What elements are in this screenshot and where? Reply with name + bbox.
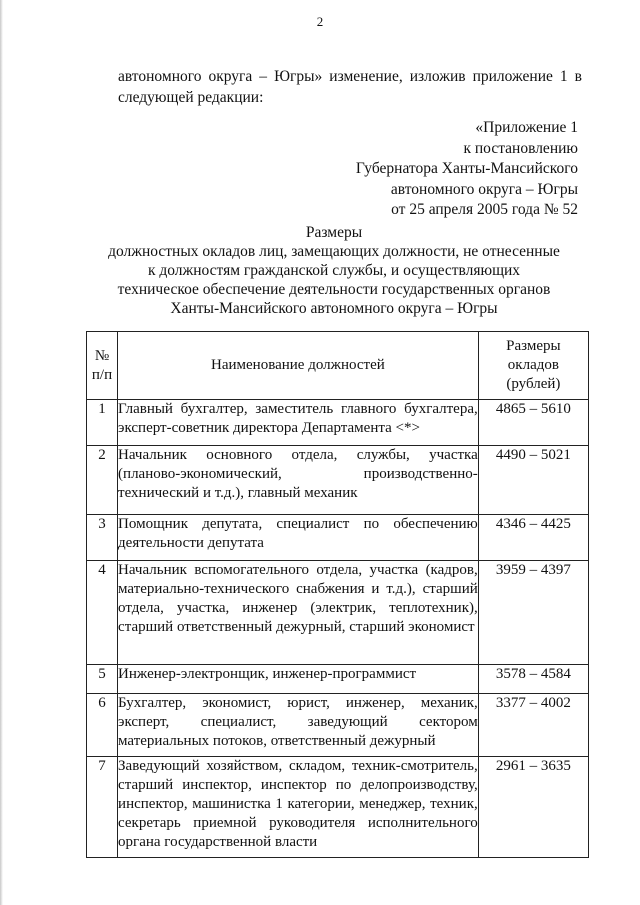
- header-salary-range: [478, 332, 588, 400]
- row-position: Начальник вспомогательного отдела, участка (кадров, материально-технического снабжения и т.д.), старший отдела, участка, инженер (электрик, теплотехник), старший ответственный дежурный, старший экономист: [118, 561, 479, 665]
- row-position: Бухгалтер, экономист, юрист, инженер, механик, эксперт, специалист, заведующий сектором материальных потоков, ответственный дежурный: [118, 694, 479, 757]
- row-position: Главный бухгалтер, заместитель главного бухгалтера, эксперт-советник директора Департамента <*>: [118, 400, 479, 446]
- header-number-line-2: п/п: [91, 366, 113, 383]
- row-position: Инженер-электронщик, инженер-программист: [118, 665, 479, 694]
- row-number: 4: [87, 561, 118, 665]
- intro-line-2: следующей редакции:: [118, 89, 264, 106]
- table-row: [87, 694, 589, 757]
- table-row: [87, 561, 589, 665]
- appendix-line-5: от 25 апреля 2005 года № 52: [391, 201, 578, 218]
- header-salary-line-2: окладов: [507, 357, 559, 373]
- title-line-3: к должностям гражданской службы, и осуществляющих: [147, 262, 521, 279]
- header-salary-line-1: Размеры: [506, 338, 561, 354]
- table-header-row: [87, 332, 589, 400]
- row-number: 3: [87, 515, 118, 561]
- header-number-line-1: №: [94, 347, 110, 364]
- appendix-line-3: Губернатора Ханты-Мансийского: [355, 160, 578, 177]
- title-line-1: Размеры: [305, 224, 363, 241]
- table-row: [87, 400, 589, 446]
- row-salary: 3578 – 4584: [478, 665, 588, 694]
- table-row: [87, 665, 589, 694]
- scan-edge-shadow: [0, 0, 3, 905]
- row-salary: 4865 – 5610: [478, 400, 588, 446]
- header-salary-line-3: (рублей): [506, 376, 561, 392]
- salary-table: [86, 331, 589, 858]
- table-row: [87, 446, 589, 515]
- title-line-2: должностных окладов лиц, замещающих должности, не отнесенные: [108, 243, 560, 260]
- row-salary: 3959 – 4397: [478, 561, 588, 665]
- intro-paragraph: [118, 66, 582, 108]
- row-number: 6: [87, 694, 118, 757]
- table-row: [87, 515, 589, 561]
- row-number: 2: [87, 446, 118, 515]
- appendix-line-4: автономного округа – Югры: [390, 180, 578, 198]
- row-position: Начальник основного отдела, службы, участка (планово-экономический, производственно-технический и т.д.), главный механик: [118, 446, 479, 515]
- row-position: Помощник депутата, специалист по обеспечению деятельности депутата: [118, 515, 479, 561]
- intro-line-1: автономного округа – Югры» изменение, изложив приложение 1 в: [118, 68, 582, 85]
- appendix-line-2: к постановлению: [463, 139, 578, 157]
- table-row: [87, 757, 589, 858]
- row-number: 7: [87, 757, 118, 858]
- row-number: 5: [87, 665, 118, 694]
- row-salary: 4490 – 5021: [478, 446, 588, 515]
- page-number: 2: [316, 14, 324, 29]
- row-position: Заведующий хозяйством, складом, техник-смотритель, старший инспектор, инспектор по делопроизводству, инспектор, машинистка 1 категории, менеджер, техник, секретарь приемной руководителя исполнительного органа государственной власти: [118, 757, 479, 858]
- appendix-line-1: «Приложение 1: [475, 119, 578, 136]
- title-line-5: Ханты-Мансийского автономного округа – Югры: [170, 300, 498, 317]
- header-number: [87, 332, 118, 400]
- appendix-header: [356, 118, 578, 221]
- title-line-4: техническое обеспечение деятельности государственных органов: [117, 281, 551, 298]
- header-position-name: Наименование должностей: [118, 332, 479, 400]
- row-number: 1: [87, 400, 118, 446]
- row-salary: 3377 – 4002: [478, 694, 588, 757]
- document-title: [60, 223, 608, 318]
- row-salary: 4346 – 4425: [478, 515, 588, 561]
- row-salary: 2961 – 3635: [478, 757, 588, 858]
